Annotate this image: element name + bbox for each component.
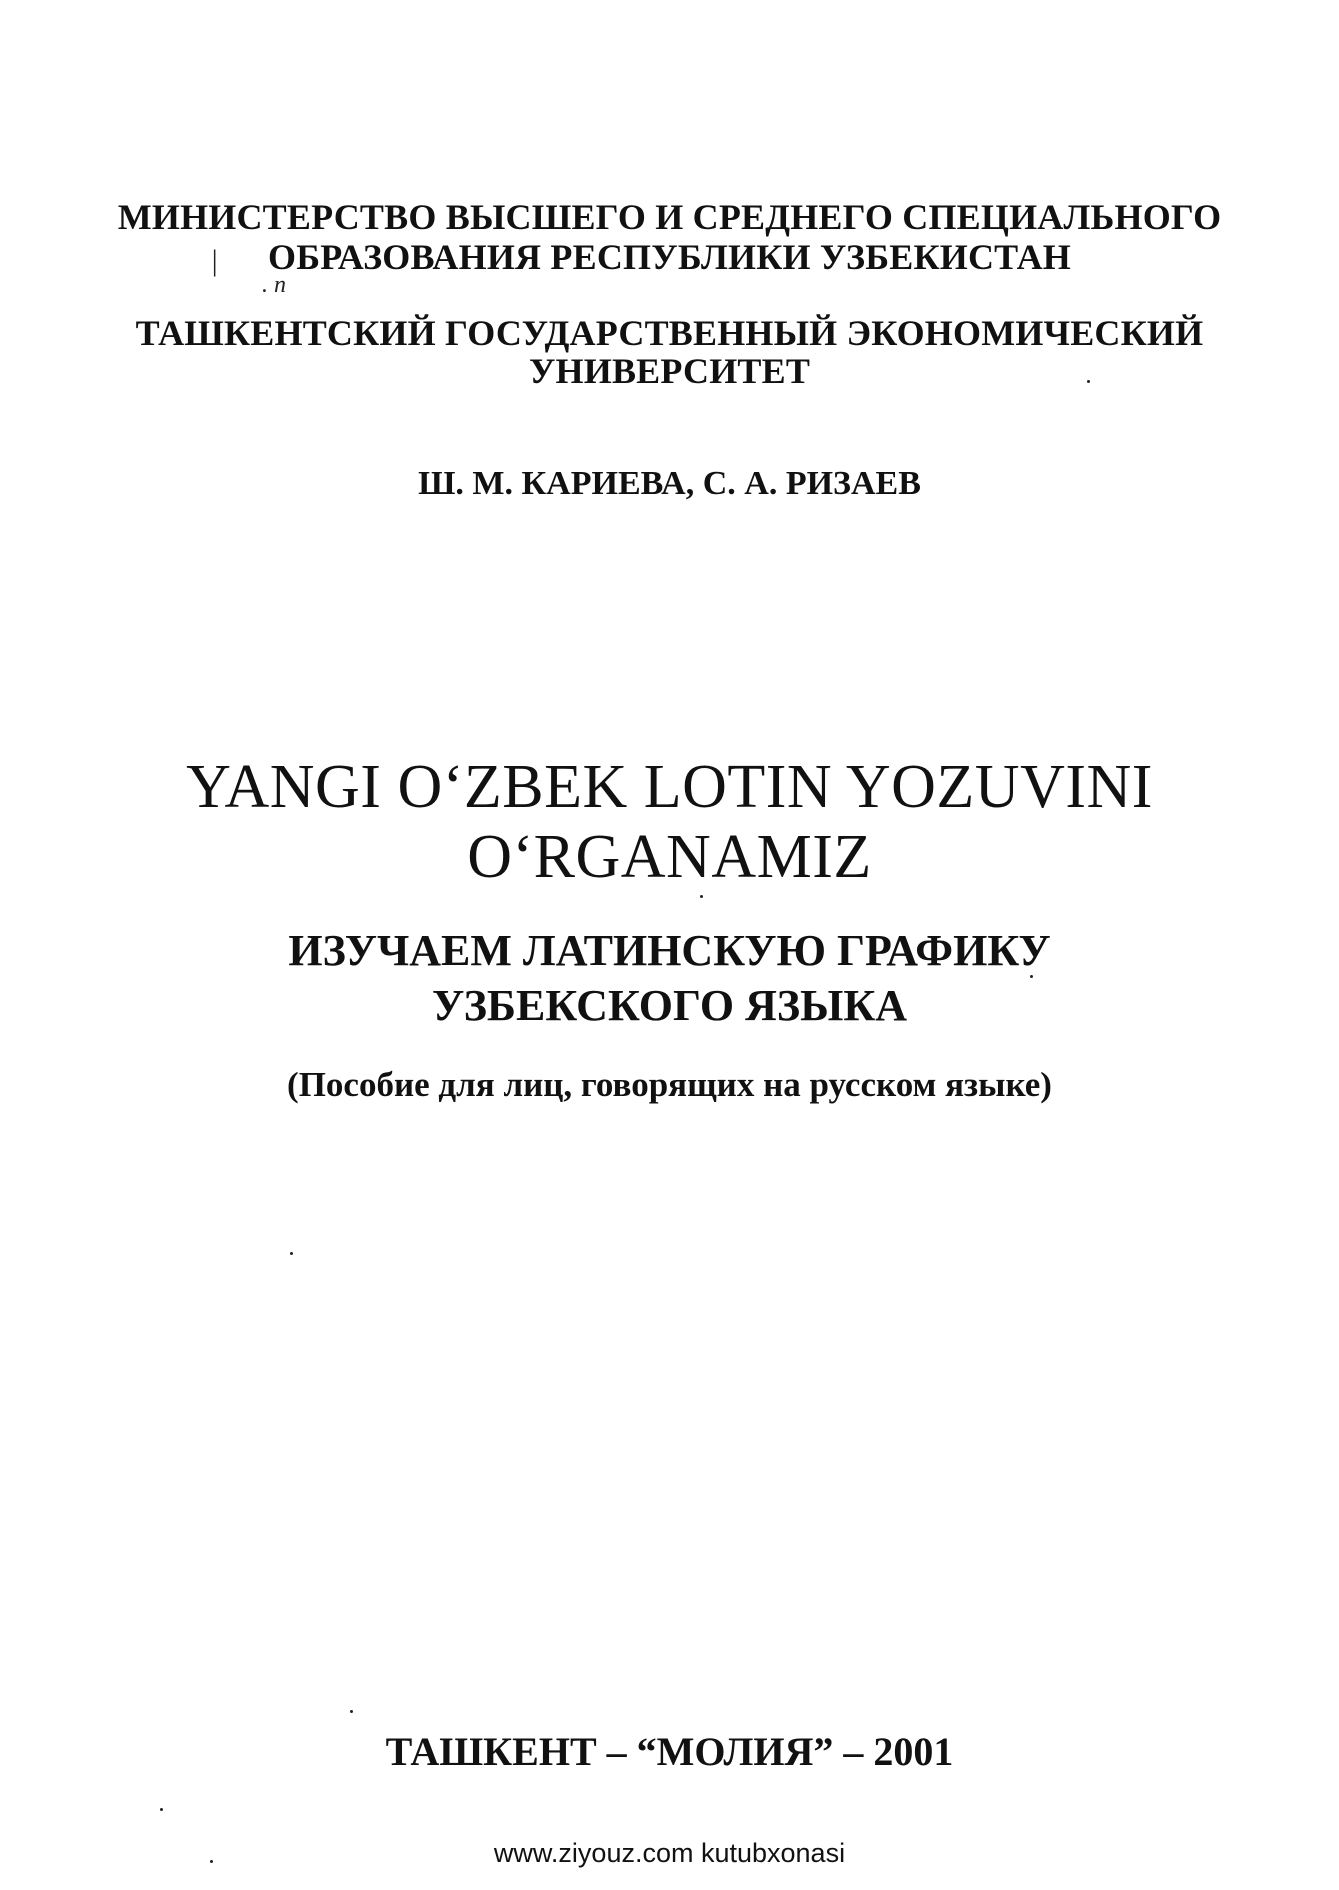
scan-speck: [160, 1808, 163, 1811]
scan-speck: [700, 895, 703, 898]
scan-speck: [290, 1252, 293, 1255]
ministry-line-1: МИНИСТЕРСТВО ВЫСШЕГО И СРЕДНЕГО СПЕЦИАЛЬНОГО: [117, 197, 1222, 237]
title-cyrillic-line-2: УЗБЕКСКОГО ЯЗЫКА: [432, 981, 907, 1030]
title-latin-line-2: O‘RGANAMIZ: [467, 823, 872, 891]
scan-speck: [1030, 975, 1033, 978]
authors: Ш. М. КАРИЕВА, С. А. РИЗАЕВ: [418, 465, 921, 502]
imprint: ТАШКЕНТ – “МОЛИЯ” – 2001: [385, 1729, 954, 1774]
scan-speck: [210, 1860, 213, 1863]
footer-source: www.ziyouz.com kutubxonasi: [493, 1838, 846, 1868]
ministry-line-2: ОБРАЗОВАНИЯ РЕСПУБЛИКИ УЗБЕКИСТАН: [268, 237, 1071, 277]
handwritten-mark: . n: [262, 272, 286, 298]
subtitle: (Пособие для лиц, говорящих на русском языке): [287, 1065, 1052, 1104]
handwritten-mark: |: [210, 244, 219, 277]
scan-speck: [350, 1710, 353, 1713]
scan-speck: [1087, 380, 1090, 383]
university-line-2: УНИВЕРСИТЕТ: [528, 351, 811, 391]
title-cyrillic-line-1: ИЗУЧАЕМ ЛАТИНСКУЮ ГРАФИКУ: [288, 926, 1051, 975]
university-line-1: ТАШКЕНТСКИЙ ГОСУДАРСТВЕННЫЙ ЭКОНОМИЧЕСКИЙ: [135, 313, 1204, 353]
title-latin-line-1: YANGI O‘ZBEK LOTIN YOZUVINI: [186, 753, 1153, 821]
